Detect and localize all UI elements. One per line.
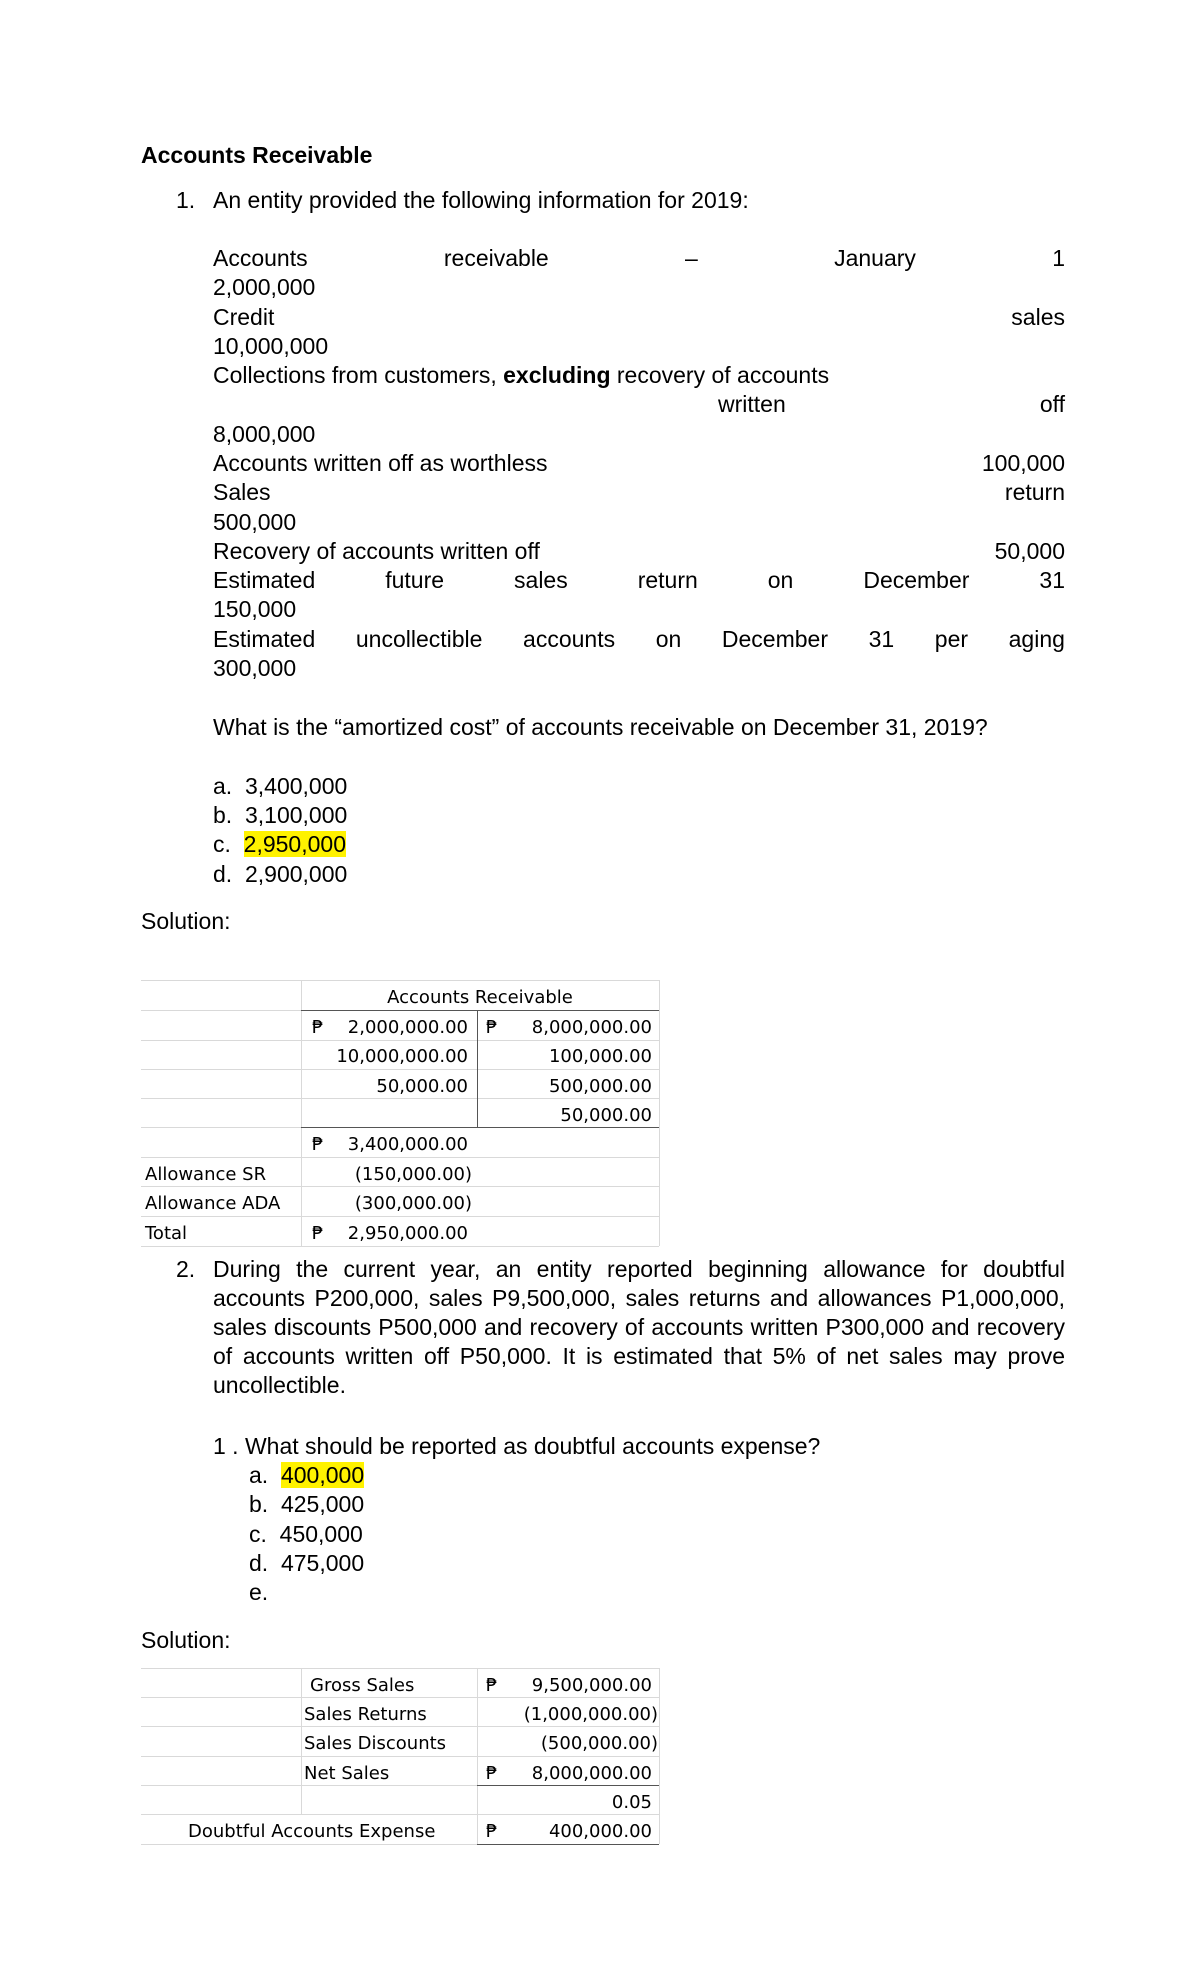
q1-row8-word: Estimated xyxy=(213,626,316,652)
t2-row-value: (1,000,000.00) xyxy=(523,1704,658,1725)
q2-sub-question: 1 . What should be reported as doubtful accounts expense? xyxy=(213,1433,821,1459)
t1-debit: 50,000.00 xyxy=(376,1076,468,1097)
q1-row3-value: 8,000,000 xyxy=(213,421,316,447)
choice-value: 2,900,000 xyxy=(244,861,348,887)
q1-row3-cont-b: off xyxy=(1039,391,1065,417)
q1-row7-word: December xyxy=(863,567,970,593)
t1-credit: 50,000.00 xyxy=(560,1105,652,1126)
choice-value-highlighted: 400,000 xyxy=(280,1462,365,1488)
q1-row7-word: Estimated xyxy=(213,567,316,593)
q1-choice-c xyxy=(213,830,346,858)
q1-row2 xyxy=(213,303,1065,331)
t2-expense-value: 400,000.00 xyxy=(548,1821,652,1842)
choice-value: 425,000 xyxy=(280,1491,365,1517)
q1-choice-d xyxy=(213,860,347,888)
q1-row1 xyxy=(213,244,1065,272)
q1-row1-word: – xyxy=(685,245,698,271)
choice-letter: c. xyxy=(213,831,231,857)
t1-credit: 100,000.00 xyxy=(548,1046,652,1067)
q2-paragraph: During the current year, an entity reported beginning allowance for doubtful accounts P200,000, sales P9,500,000, sales returns and allowances P1,000,000, sales discounts P500,000 and recovery of accounts written P300,000 and recovery of accounts written off P50,000. It is estimated that 5% of net sales may prove uncollectible. xyxy=(213,1256,1065,1398)
q1-intro: An entity provided the following information for 2019: xyxy=(213,187,749,213)
t2-peso: ₱ xyxy=(486,1763,498,1784)
t2-peso: ₱ xyxy=(486,1675,498,1696)
q1-solution-label: Solution: xyxy=(141,908,231,934)
t1-total-label: Total xyxy=(145,1223,188,1244)
q1-row5-value: 500,000 xyxy=(213,509,297,535)
q1-number: 1. xyxy=(176,187,196,213)
q1-row6 xyxy=(213,537,1065,565)
q1-question: What is the “amortized cost” of accounts receivable on December 31, 2019? xyxy=(213,714,988,740)
q1-row4 xyxy=(213,449,1065,477)
q2-number: 2. xyxy=(176,1256,196,1282)
t1-credit: 8,000,000.00 xyxy=(531,1017,652,1038)
t1-peso: ₱ xyxy=(486,1017,498,1038)
page-title: Accounts Receivable xyxy=(141,142,373,168)
q1-row1-value: 2,000,000 xyxy=(213,274,316,300)
q1-row8 xyxy=(213,625,1065,653)
q1-row1-word: January xyxy=(834,245,916,271)
choice-letter: a. xyxy=(213,773,233,799)
q1-row8-word: per xyxy=(934,626,969,652)
t1-row-value: (150,000.00) xyxy=(354,1164,472,1185)
q1-row4-label: Accounts written off as worthless xyxy=(213,450,548,476)
q1-row5-label: Sales xyxy=(213,479,271,505)
t2-row-value: 0.05 xyxy=(611,1792,652,1813)
q1-row3 xyxy=(213,361,829,389)
q1-row1-word: Accounts xyxy=(213,245,308,271)
q1-row7-word: 31 xyxy=(1039,567,1065,593)
choice-letter: d. xyxy=(249,1550,269,1576)
q1-row2-label: Credit xyxy=(213,304,275,330)
q1-row6-value: 50,000 xyxy=(994,538,1065,564)
q2-choice-d xyxy=(249,1549,364,1577)
q1-row5 xyxy=(213,478,1065,506)
q1-row7-word: sales xyxy=(514,567,568,593)
choice-letter: c. xyxy=(249,1521,267,1547)
q1-choice-b xyxy=(213,801,347,829)
choice-letter: e. xyxy=(249,1579,269,1605)
q1-row7-word: return xyxy=(637,567,698,593)
q1-row1-word: 1 xyxy=(1052,245,1065,271)
q1-row3-text: Collections from customers, xyxy=(213,362,504,388)
t1-row-label: Allowance ADA xyxy=(145,1193,281,1214)
t1-debit: 2,000,000.00 xyxy=(347,1017,468,1038)
choice-value: 450,000 xyxy=(279,1521,363,1547)
t2-row-label: Net Sales xyxy=(304,1763,390,1784)
choice-letter: a. xyxy=(249,1462,269,1488)
t1-peso: ₱ xyxy=(312,1223,324,1244)
q1-row6-label: Recovery of accounts written off xyxy=(213,538,540,564)
q1-choice-a xyxy=(213,772,347,800)
t2-peso: ₱ xyxy=(486,1821,498,1842)
t2-row-value: 9,500,000.00 xyxy=(531,1675,652,1696)
q2-choice-e xyxy=(249,1578,281,1606)
t-account-divider xyxy=(477,1010,478,1128)
choice-value: 3,400,000 xyxy=(244,773,348,799)
q1-row1-word: receivable xyxy=(443,245,549,271)
choice-letter: b. xyxy=(249,1491,269,1517)
q1-row8-word: December xyxy=(721,626,828,652)
choice-letter: b. xyxy=(213,802,233,828)
choice-value: 3,100,000 xyxy=(244,802,348,828)
q1-row4-value: 100,000 xyxy=(981,450,1065,476)
choice-value: 475,000 xyxy=(280,1550,365,1576)
q1-row8-word: on xyxy=(655,626,682,652)
q1-row7 xyxy=(213,566,1065,594)
q2-solution-label: Solution: xyxy=(141,1627,231,1653)
t2-row-label: Sales Discounts xyxy=(304,1733,447,1754)
q1-row3-bold: excluding xyxy=(503,362,611,388)
t2-expense-label: Doubtful Accounts Expense xyxy=(188,1821,436,1842)
t1-header: Accounts Receivable xyxy=(387,987,573,1008)
t2-row-value: 8,000,000.00 xyxy=(531,1763,652,1784)
choice-value-highlighted: 2,950,000 xyxy=(243,831,346,857)
q1-row8-word: 31 xyxy=(868,626,895,652)
q1-row8-word: aging xyxy=(1008,626,1065,652)
q1-row7-word: on xyxy=(767,567,794,593)
t2-row-label: Gross Sales xyxy=(310,1675,415,1696)
q1-row7-word: future xyxy=(385,567,445,593)
t1-peso: ₱ xyxy=(312,1134,324,1155)
q1-row8-word: uncollectible xyxy=(355,626,483,652)
q1-row3-text: recovery of accounts xyxy=(610,362,830,388)
q1-row8-value: 300,000 xyxy=(213,655,297,681)
t1-total-value: 2,950,000.00 xyxy=(347,1223,468,1244)
q1-row2-value: 10,000,000 xyxy=(213,333,329,359)
q1-row5-right: return xyxy=(1004,479,1065,505)
q1-row3-cont-a: written xyxy=(718,391,786,417)
t1-debit: 10,000,000.00 xyxy=(336,1046,468,1067)
choice-letter: d. xyxy=(213,861,233,887)
t1-peso: ₱ xyxy=(312,1017,324,1038)
q1-row7-value: 150,000 xyxy=(213,596,297,622)
q1-row8-word: accounts xyxy=(523,626,616,652)
t1-balance: 3,400,000.00 xyxy=(347,1134,468,1155)
q2-choice-c xyxy=(249,1520,363,1548)
t2-row-value: (500,000.00) xyxy=(540,1733,658,1754)
q1-row2-right: sales xyxy=(1011,304,1065,330)
q2-choice-b xyxy=(249,1490,364,1518)
t1-credit: 500,000.00 xyxy=(548,1076,652,1097)
t2-row-label: Sales Returns xyxy=(304,1704,427,1725)
t1-row-value: (300,000.00) xyxy=(354,1193,472,1214)
q2-choice-a xyxy=(249,1461,364,1489)
t1-row-label: Allowance SR xyxy=(145,1164,267,1185)
